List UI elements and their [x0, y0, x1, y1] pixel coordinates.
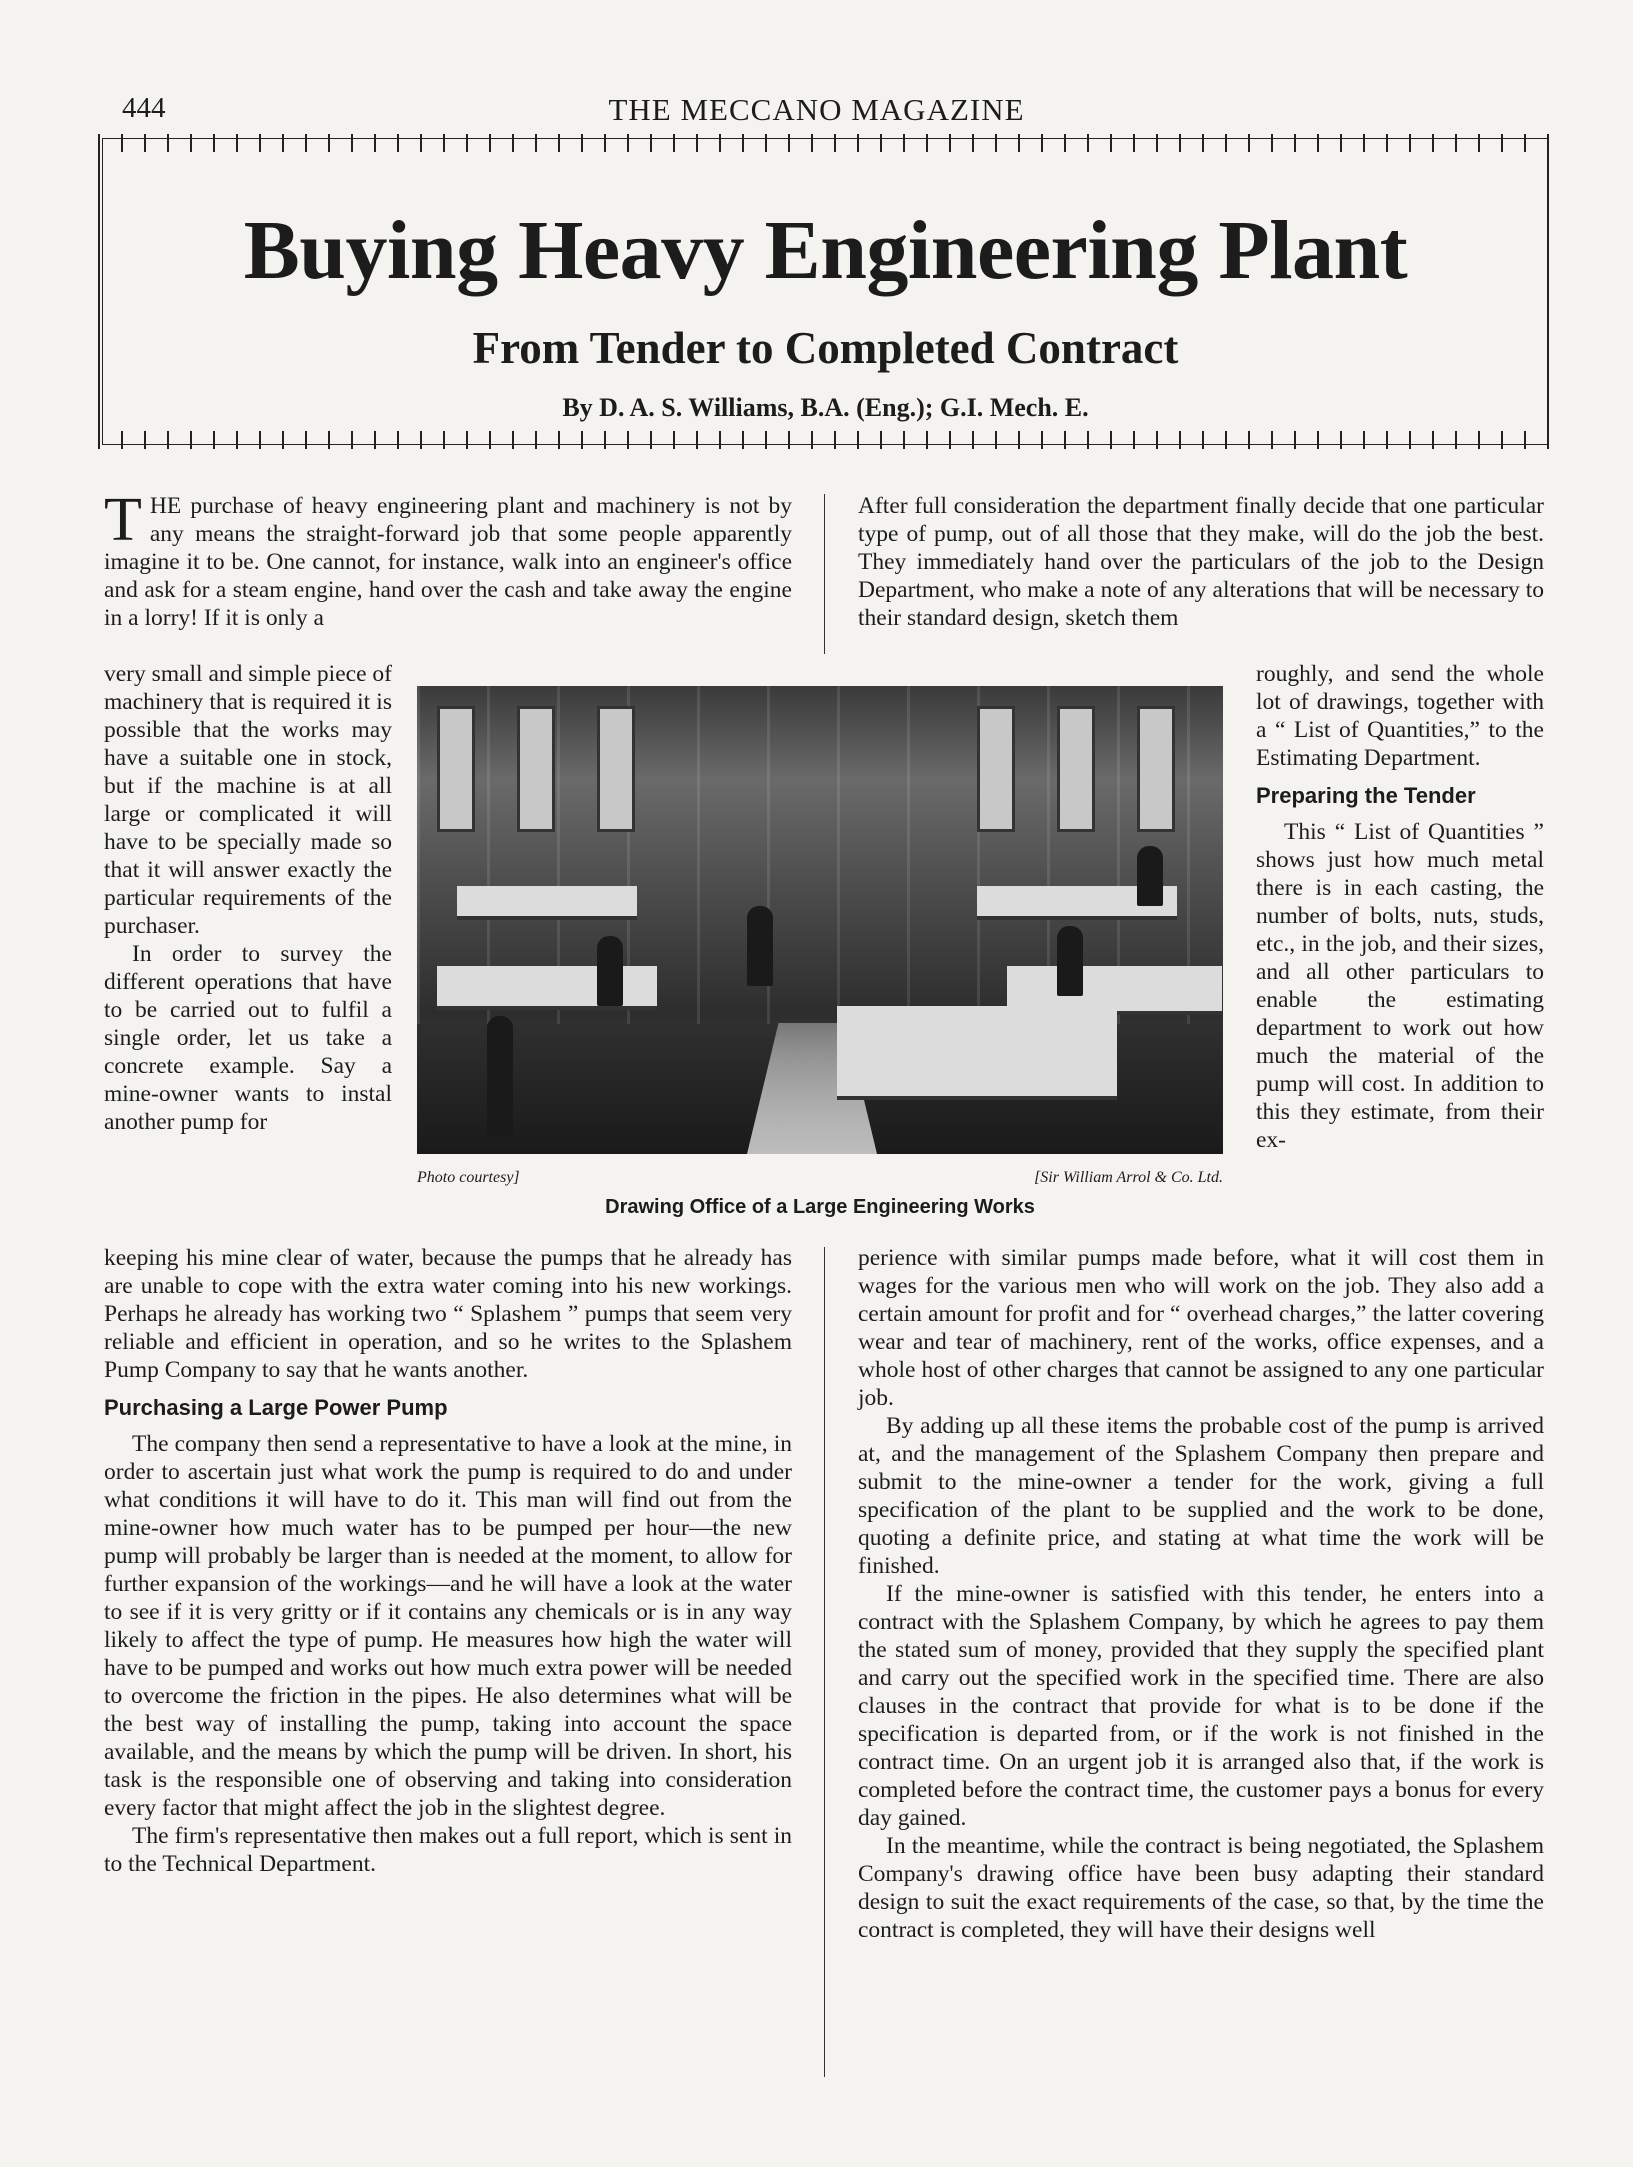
- right-paragraph-2: This “ List of Quantities ” shows just how much metal there is in each casting, the number of bolts, nuts, studs, etc., in the job, and their sizes, and all other particulars to enable the estimating department to work out how much the material of the pump will cost. In addition to this they estimate, from their ex-: [1256, 819, 1544, 1153]
- right-column-narrow: [1256, 660, 1544, 1154]
- window: [517, 706, 555, 832]
- window: [597, 706, 635, 832]
- column-divider: [824, 494, 825, 654]
- draughtsman-figure: [747, 906, 773, 986]
- left-paragraph-2: In order to survey the different operations that have to be carried out to fulfil a single order, let us take a concrete example. Say a mine-owner wants to instal another pump for: [104, 941, 392, 1135]
- drafting-table: [437, 966, 657, 1010]
- left-paragraph-2-continued: keeping his mine clear of water, because the pumps that he already has are unable to cope with the extra water coming into his new workings. Perhaps he already has working two “ Splashem ” pumps that seem very reliable and efficient in operation, and so he writes to the Splashem Pump Company to say that he wants another.: [104, 1245, 792, 1383]
- drafting-table: [837, 1006, 1117, 1100]
- right-paragraph-5: In the meantime, while the contract is being negotiated, the Splashem Company's drawing office have been busy adapting their standard design to suit the exact requirements of the case, so that, by the time the contract is completed, they will have their designs well: [858, 1833, 1544, 1943]
- right-paragraph-3: By adding up all these items the probable cost of the pump is arrived at, and the management of the Splashem Company then prepare and submit to the mine-owner a tender for the work, giving a full specification of the plant to be supplied and the work to be done, quoting a definite price, and stating at what time the work will be finished.: [858, 1413, 1544, 1579]
- article-title: Buying Heavy Engineering Plant: [243, 204, 1408, 297]
- drawing-office-photo: [417, 686, 1223, 1154]
- draughtsman-figure: [487, 1016, 513, 1136]
- left-column-top: [104, 486, 792, 632]
- left-paragraph-4: The firm's representative then makes out a full report, which is sent in to the Technical Department.: [104, 1823, 792, 1877]
- drafting-table: [457, 886, 637, 920]
- draughtsman-figure: [1057, 926, 1083, 996]
- left-column-narrow: [104, 660, 392, 1136]
- right-column-bottom: [858, 1244, 1544, 1944]
- window: [977, 706, 1015, 832]
- photo-credit-right: [Sir William Arrol & Co. Ltd.: [1034, 1169, 1223, 1186]
- window: [437, 706, 475, 832]
- title-box: [98, 134, 1553, 449]
- right-paragraph-1-continued: roughly, and send the whole lot of drawings, together with a “ List of Quantities,” to the Estimating Department.: [1256, 661, 1544, 771]
- intro-paragraph: THE purchase of heavy engineering plant and machinery is not by any means the straight-forward job that some people apparently imagine it to be. One cannot, for instance, walk into an engineer's office and ask for a steam engine, hand over the cash and take away the engine in a lorry! If it is only a: [104, 486, 792, 631]
- magazine-title: THE MECCANO MAGAZINE: [608, 92, 1025, 127]
- left-paragraph-3: The company then send a representative to have a look at the mine, in order to ascertain just what work the pump is required to do and under what conditions it will have to do it. This man will find out from the mine-owner how much water has to be pumped per hour—the new pump will probably be larger than is needed at the moment, to allow for further expansion of the workings—and he will have a look at the water to see if it is very gritty or if it contains any chemicals or is in any way likely to affect the type of pump. He measures how high the water will have to be pumped and works out how much extra power will be needed to overcome the friction in the pipes. He also determines what will be the best way of installing the pump, taking into account the space available, and the means by which the pump will be driven. In short, his task is the responsible one of observing and taking into consideration every factor that might affect the job in the slightest degree.: [104, 1431, 792, 1821]
- window: [1057, 706, 1095, 832]
- section-heading-tender: Preparing the Tender: [1256, 783, 1476, 808]
- photo-credit-left: Photo courtesy]: [417, 1169, 520, 1186]
- right-column-top: [858, 492, 1544, 632]
- draughtsman-figure: [597, 936, 623, 1006]
- page-number: 444: [122, 92, 166, 124]
- photo-caption: Drawing Office of a Large Engineering Works: [605, 1196, 1035, 1218]
- draughtsman-figure: [1137, 846, 1163, 906]
- right-paragraph-2-continued: perience with similar pumps made before, what it will cost them in wages for the various men who will work on the job. They also add a certain amount for profit and for “ overhead charges,” the latter covering wear and tear of machinery, rent of the works, office expenses, and a whole host of other charges that cannot be assigned to any one particular job.: [858, 1245, 1544, 1411]
- window: [1137, 706, 1175, 832]
- drop-cap: T: [104, 486, 142, 554]
- section-heading-purchasing: Purchasing a Large Power Pump: [104, 1395, 448, 1420]
- right-paragraph-1: After full consideration the department finally decide that one particular type of pump, out of all those that they make, will do the job the best. They immediately hand over the particulars of the job to the Design Department, who make a note of any alterations that will be necessary to their standard design, sketch them: [858, 493, 1544, 631]
- article-subtitle: From Tender to Completed Contract: [472, 323, 1179, 373]
- intro-continued: very small and simple piece of machinery that is required it is possible that the works may have a suitable one in stock, but if the machine is at all large or complicated it will have to be specially made so that it will answer exactly the particular requirements of the purchaser.: [104, 661, 392, 939]
- article-byline: By D. A. S. Williams, B.A. (Eng.); G.I. Mech. E.: [562, 393, 1089, 422]
- left-column-bottom: [104, 1244, 792, 1878]
- column-divider: [824, 1247, 825, 2077]
- right-paragraph-4: If the mine-owner is satisfied with this tender, he enters into a contract with the Splashem Company, by which he agrees to pay them the stated sum of money, provided that they supply the specified plant and carry out the specified work in the specified time. There are also clauses in the contract that provide for what is to be done if the specification is departed from, or if the work is not finished in the contract time. On an urgent job it is arranged also that, if the work is completed before the contract time, the customer pays a bonus for every day gained.: [858, 1581, 1544, 1831]
